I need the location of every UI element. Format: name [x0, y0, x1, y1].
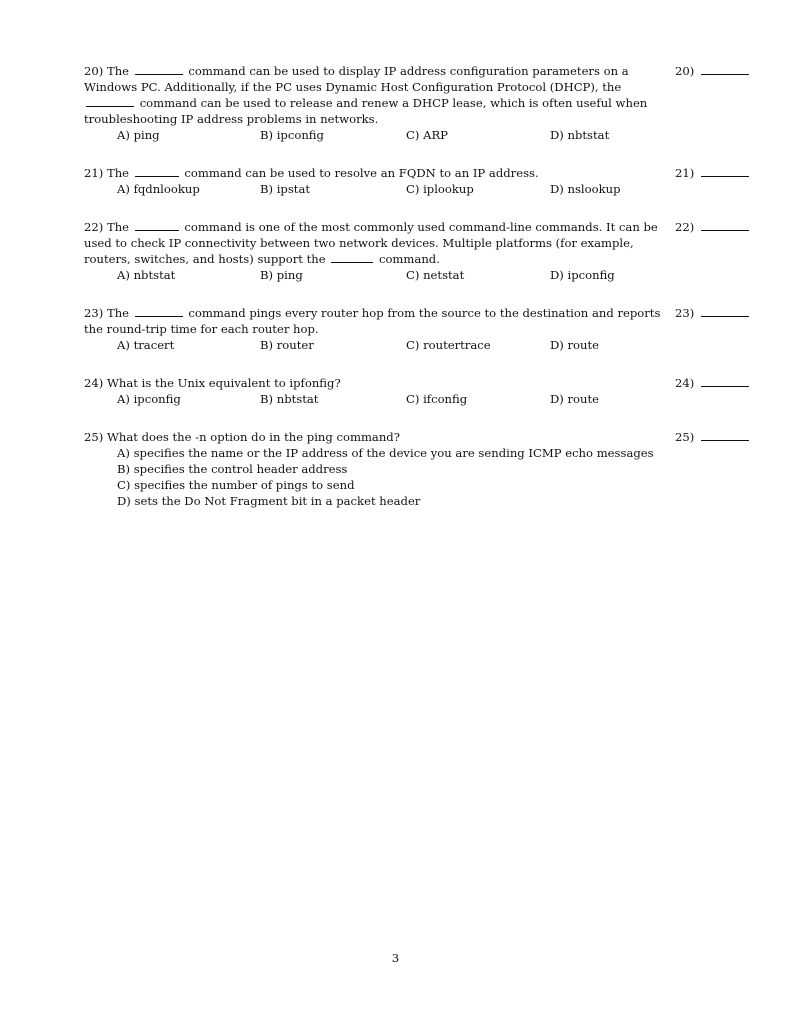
answer-line[interactable] — [701, 429, 749, 441]
option-d[interactable]: D) nslookup — [550, 182, 621, 196]
question-text — [84, 219, 666, 267]
option-d[interactable]: D) ipconfig — [550, 268, 615, 282]
answer-number: 23) — [675, 306, 695, 320]
option-c[interactable]: C) iplookup — [406, 182, 474, 196]
answer-line[interactable] — [701, 219, 749, 231]
question-number: 24) — [84, 376, 104, 390]
fill-blank — [135, 305, 183, 317]
fill-blank — [135, 63, 183, 75]
option-a[interactable]: A) specifies the name or the IP address of the device you are sending ICMP echo messages — [117, 446, 654, 460]
question-23 — [84, 305, 666, 353]
answer-number: 24) — [675, 376, 695, 390]
option-a[interactable]: A) nbtstat — [117, 268, 176, 282]
question-number: 25) — [84, 430, 104, 444]
answer-line[interactable] — [701, 305, 749, 317]
answer-number: 25) — [675, 430, 695, 444]
option-d[interactable]: D) route — [550, 392, 600, 406]
option-d[interactable]: D) nbtstat — [550, 128, 610, 142]
answer-blank-21[interactable] — [675, 165, 749, 181]
option-a[interactable]: A) tracert — [117, 338, 175, 352]
question-text-part: What is the Unix equivalent to ipfonfig? — [106, 376, 341, 390]
answer-blank-20[interactable] — [675, 63, 749, 79]
answer-line[interactable] — [701, 165, 749, 177]
option-a[interactable]: A) fqdnlookup — [117, 182, 200, 196]
option-c[interactable]: C) specifies the number of pings to send — [117, 478, 355, 492]
answer-blank-25[interactable] — [675, 429, 749, 445]
question-24 — [84, 375, 666, 407]
question-20 — [84, 63, 666, 143]
option-b[interactable]: B) ping — [260, 268, 303, 282]
question-number: 20) — [84, 64, 104, 78]
question-text-part: The — [106, 306, 130, 320]
question-text — [84, 375, 666, 391]
answer-blank-23[interactable] — [675, 305, 749, 321]
option-a[interactable]: A) ipconfig — [117, 392, 181, 406]
fill-blank — [135, 219, 179, 231]
option-b[interactable]: B) ipstat — [260, 182, 311, 196]
question-text-part: command can be used to display IP address configuration parameters on a Windows PC. Additionally, if the PC uses Dynamic Host Configuration Protocol (DHCP), the — [84, 64, 629, 94]
options-row — [84, 267, 666, 283]
question-text-part: What does the -n option do in the ping command? — [106, 430, 400, 444]
question-number: 22) — [84, 220, 104, 234]
option-b[interactable]: B) router — [260, 338, 314, 352]
fill-blank — [331, 251, 373, 263]
options-row — [84, 337, 666, 353]
option-c[interactable]: C) routertrace — [406, 338, 491, 352]
answer-blank-22[interactable] — [675, 219, 749, 235]
question-text-part: The — [106, 64, 130, 78]
option-a[interactable]: A) ping — [117, 128, 160, 142]
answer-number: 22) — [675, 220, 695, 234]
answer-number: 21) — [675, 166, 695, 180]
options-row — [84, 127, 666, 143]
question-text-part: The — [106, 166, 130, 180]
option-c[interactable]: C) netstat — [406, 268, 465, 282]
question-text-part: command. — [378, 252, 440, 266]
option-d[interactable]: D) sets the Do Not Fragment bit in a packet header — [117, 494, 421, 508]
option-b[interactable]: B) nbtstat — [260, 392, 319, 406]
question-text — [84, 63, 666, 127]
option-d[interactable]: D) route — [550, 338, 600, 352]
question-text-part: command can be used to release and renew a DHCP lease, which is often useful when troubleshooting IP address problems in networks. — [84, 96, 648, 126]
question-number: 21) — [84, 166, 104, 180]
page-number: 3 — [391, 951, 400, 965]
answer-line[interactable] — [701, 375, 749, 387]
answer-line[interactable] — [701, 63, 749, 75]
option-b[interactable]: B) ipconfig — [260, 128, 324, 142]
option-c[interactable]: C) ARP — [406, 128, 448, 142]
question-text-part: command can be used to resolve an FQDN to an IP address. — [184, 166, 539, 180]
question-number: 23) — [84, 306, 104, 320]
question-25 — [84, 429, 666, 509]
answer-blank-24[interactable] — [675, 375, 749, 391]
question-text-part: command is one of the most commonly used command-line commands. It can be used to check IP connectivity between two network devices. Multiple platforms (for example, routers, switches, and hosts) support the — [84, 220, 658, 266]
fill-blank — [135, 165, 179, 177]
question-text-part: The — [106, 220, 130, 234]
options-row — [84, 391, 666, 407]
question-22 — [84, 219, 666, 283]
answer-number: 20) — [675, 64, 695, 78]
question-21 — [84, 165, 666, 197]
question-text-part: command pings every router hop from the source to the destination and reports the round-trip time for each router hop. — [84, 306, 661, 336]
fill-blank — [86, 95, 134, 107]
question-text — [84, 165, 666, 181]
options-row — [84, 181, 666, 197]
question-text — [84, 305, 666, 337]
option-c[interactable]: C) ifconfig — [406, 392, 468, 406]
question-text — [84, 429, 666, 445]
option-b[interactable]: B) specifies the control header address — [117, 462, 348, 476]
